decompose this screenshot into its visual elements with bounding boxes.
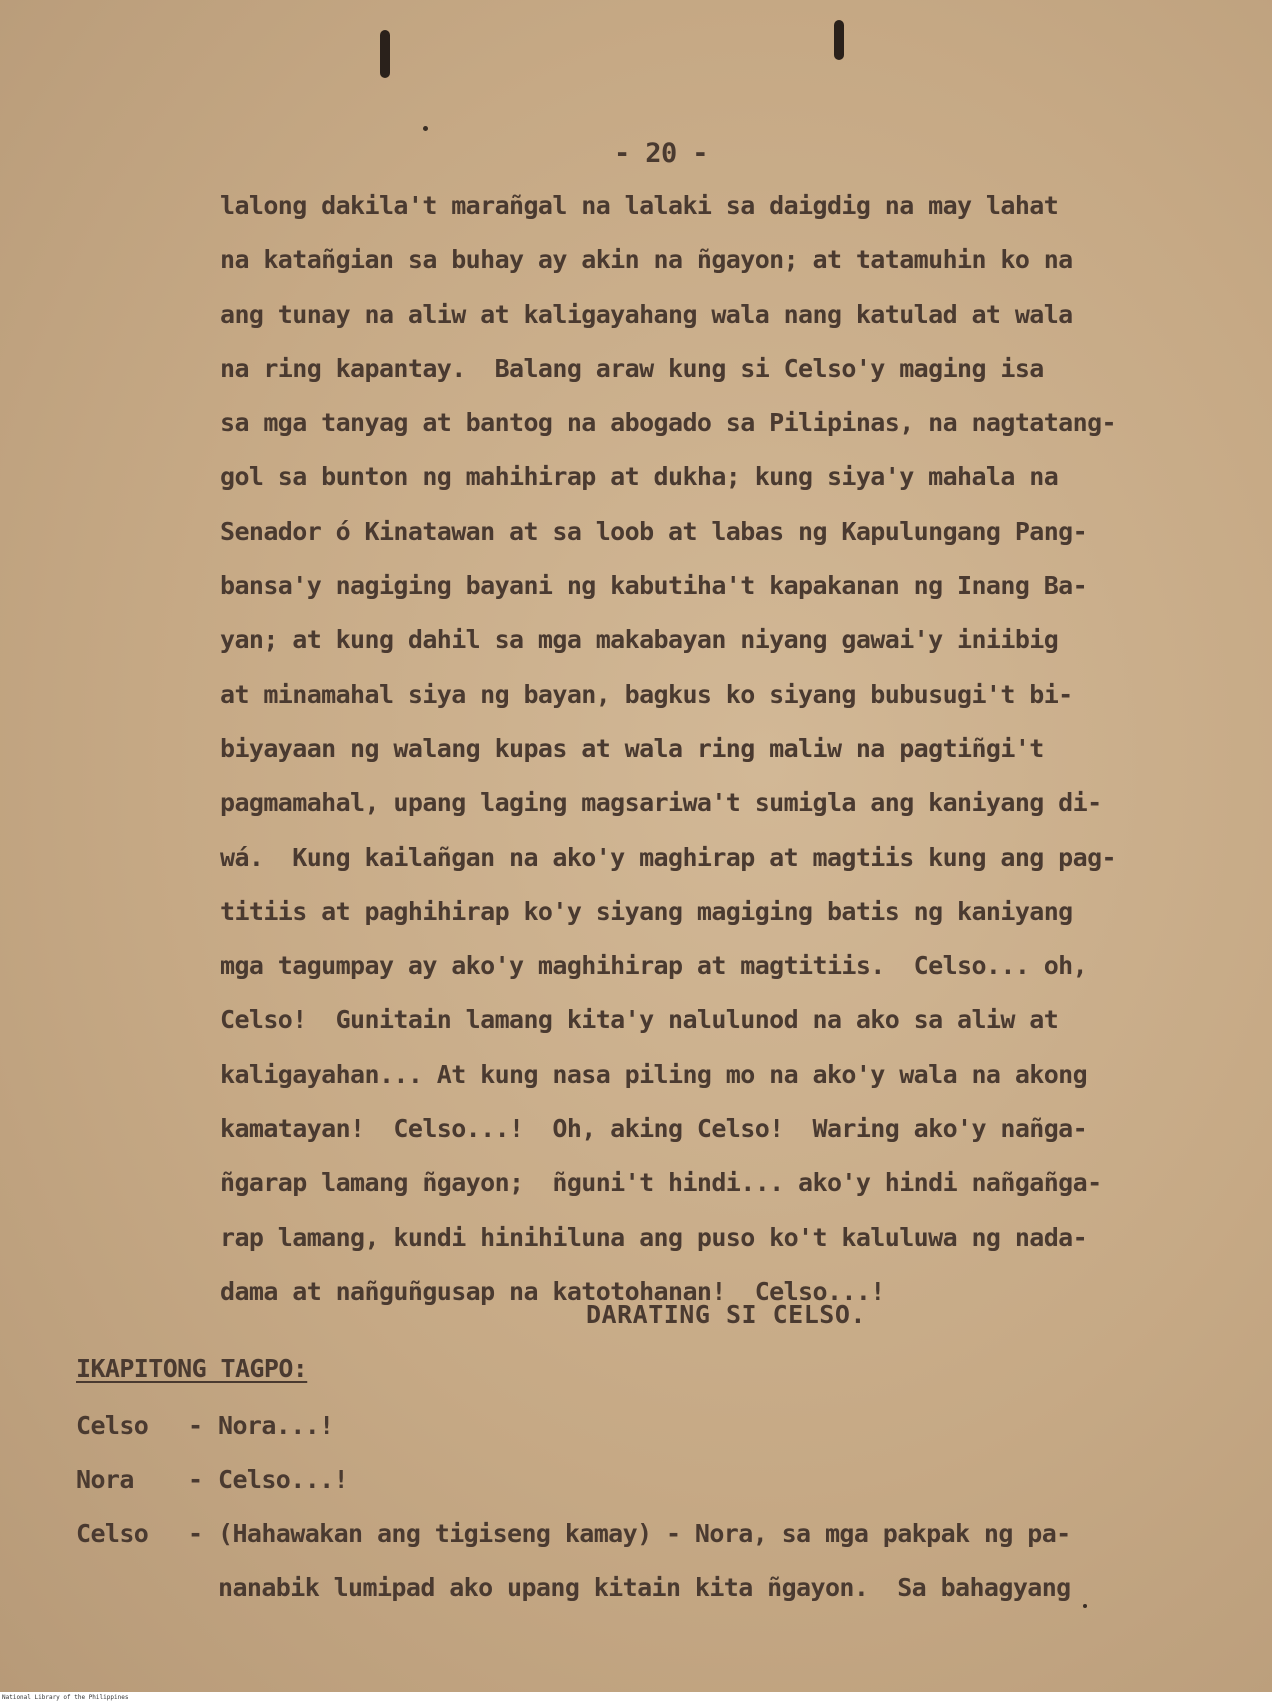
speaker-name: Celso [76, 1411, 149, 1440]
binder-hole-left [380, 30, 390, 78]
speaker-name: Nora [76, 1465, 134, 1494]
text-line: kaligayahan... At kung nasa piling mo na ako'y wala na akong [220, 1059, 1088, 1089]
stage-direction: DARATING SI CELSO. [586, 1300, 866, 1329]
text-line: wá. Kung kailañgan na ako'y maghirap at magtiis kung ang pag- [220, 842, 1116, 872]
scene-heading: IKAPITONG TAGPO: [76, 1354, 308, 1383]
text-line: gol sa bunton ng mahihirap at dukha; kung siya'y mahala na [220, 462, 1059, 492]
text-line: Celso! Gunitain lamang kita'y nalulunod na ako sa aliw at [220, 1005, 1059, 1035]
text-line: lalong dakila't marañgal na lalaki sa daigdig na may lahat [220, 191, 1059, 220]
speaker-dash: - [188, 1411, 203, 1440]
text-line: biyayaan ng walang kupas at wala ring maliw na pagtiñgi't [220, 733, 1044, 763]
text-line: yan; at kung dahil sa mga makabayan niyang gawai'y iniibig [220, 625, 1059, 655]
speech-continuation: nanabik lumipad ako upang kitain kita ñgayon. Sa bahagyang [218, 1573, 1071, 1602]
text-line: mga tagumpay ay ako'y maghihirap at magtitiis. Celso... oh, [220, 951, 1088, 981]
speech-text: (Hahawakan ang tigiseng kamay) - Nora, sa mga pakpak ng pa- [218, 1519, 1071, 1548]
speech-text: Celso...! [218, 1465, 349, 1494]
text-line: na katañgian sa buhay ay akin na ñgayon; at tatamuhin ko na [220, 245, 1073, 275]
text-line: sa mga tanyag at bantog na abogado sa Pilipinas, na nagtatang- [220, 408, 1116, 438]
speaker-dash: - [188, 1465, 203, 1494]
text-line: at minamahal siya ng bayan, bagkus ko siyang bubusugi't bi- [220, 679, 1073, 709]
text-line: na ring kapantay. Balang araw kung si Celso'y maging isa [220, 353, 1044, 383]
text-line: dama at nañguñgusap na katotohanan! Celso...! [220, 1276, 885, 1306]
text-line: ñgarap lamang ñgayon; ñguni't hindi... ako'y hindi nañgañga- [220, 1168, 1102, 1198]
text-line: bansa'y nagiging bayani ng kabutiha't kapakanan ng Inang Ba- [220, 571, 1088, 601]
monologue-text [220, 186, 1116, 1326]
speaker-name: Celso [76, 1519, 149, 1548]
speech-text: Nora...! [218, 1411, 334, 1440]
text-line: titiis at paghihirap ko'y siyang magiging batis ng kaniyang [220, 896, 1073, 926]
text-line: Senador ó Kinatawan at sa loob at labas ng Kapulungang Pang- [220, 516, 1088, 546]
binder-hole-right [834, 20, 844, 60]
footer-credit: National Library of the Philippines [2, 1694, 129, 1701]
text-line: rap lamang, kundi hinihiluna ang puso ko't kaluluwa ng nada- [220, 1222, 1088, 1252]
text-line: pagmamahal, upang laging magsariwa't sumigla ang kaniyang di- [220, 788, 1102, 818]
speaker-dash: - [188, 1519, 203, 1548]
text-line: kamatayan! Celso...! Oh, aking Celso! Waring ako'y nañga- [220, 1114, 1088, 1144]
footer-strip [0, 1692, 1272, 1703]
text-line: ang tunay na aliw at kaligayahang wala nang katulad at wala [220, 299, 1073, 329]
ink-speck [1083, 1604, 1087, 1608]
ink-speck [423, 126, 428, 131]
page-number: - 20 - [614, 138, 708, 169]
